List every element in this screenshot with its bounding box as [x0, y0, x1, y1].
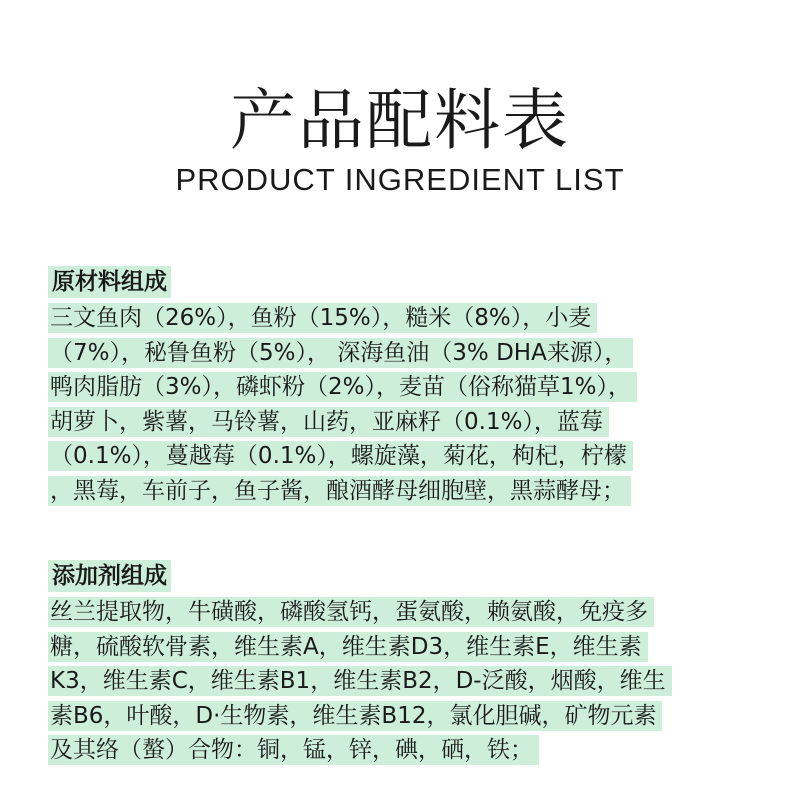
raw-materials-line: 鸭肉脂肪（3%），磷虾粉（2%），麦苗（俗称猫草1%）， — [48, 372, 637, 402]
page-title: 产品配料表 — [230, 82, 570, 159]
additives-section — [48, 560, 768, 765]
raw-materials-heading: 原材料组成 — [48, 266, 171, 298]
additives-line: 素B6，叶酸，D·生物素，维生素B12，氯化胆碱，矿物元素 — [48, 701, 662, 731]
additives-line: 糖，硫酸软骨素，维生素A，维生素D3，维生素E，维生素 — [48, 632, 648, 662]
raw-materials-section — [48, 266, 768, 506]
title-block — [0, 82, 800, 198]
raw-materials-line: 胡萝卜，紫薯，马铃薯，山药，亚麻籽（0.1%），蓝莓 — [48, 407, 609, 437]
additives-heading: 添加剂组成 — [48, 560, 171, 592]
additives-line: K3，维生素C，维生素B1，维生素B2，D-泛酸，烟酸，维生 — [48, 666, 672, 696]
raw-materials-line: （7%），秘鲁鱼粉（5%）， 深海鱼油（3% DHA来源）， — [48, 338, 633, 368]
page-subtitle: PRODUCT INGREDIENT LIST — [175, 162, 625, 197]
additives-line: 及其络（螯）合物：铜，锰，锌，碘，硒，铁； — [48, 735, 539, 765]
raw-materials-line: （0.1%），蔓越莓（0.1%），螺旋藻，菊花，枸杞，柠檬 — [48, 441, 633, 471]
raw-materials-line: ，黑莓，车前子，鱼子酱，酿酒酵母细胞壁，黑蒜酵母； — [48, 476, 631, 506]
raw-materials-line: 三文鱼肉（26%），鱼粉（15%），糙米（8%），小麦 — [48, 303, 597, 333]
additives-line: 丝兰提取物，牛磺酸，磷酸氢钙，蛋氨酸，赖氨酸，免疫多 — [48, 597, 654, 627]
